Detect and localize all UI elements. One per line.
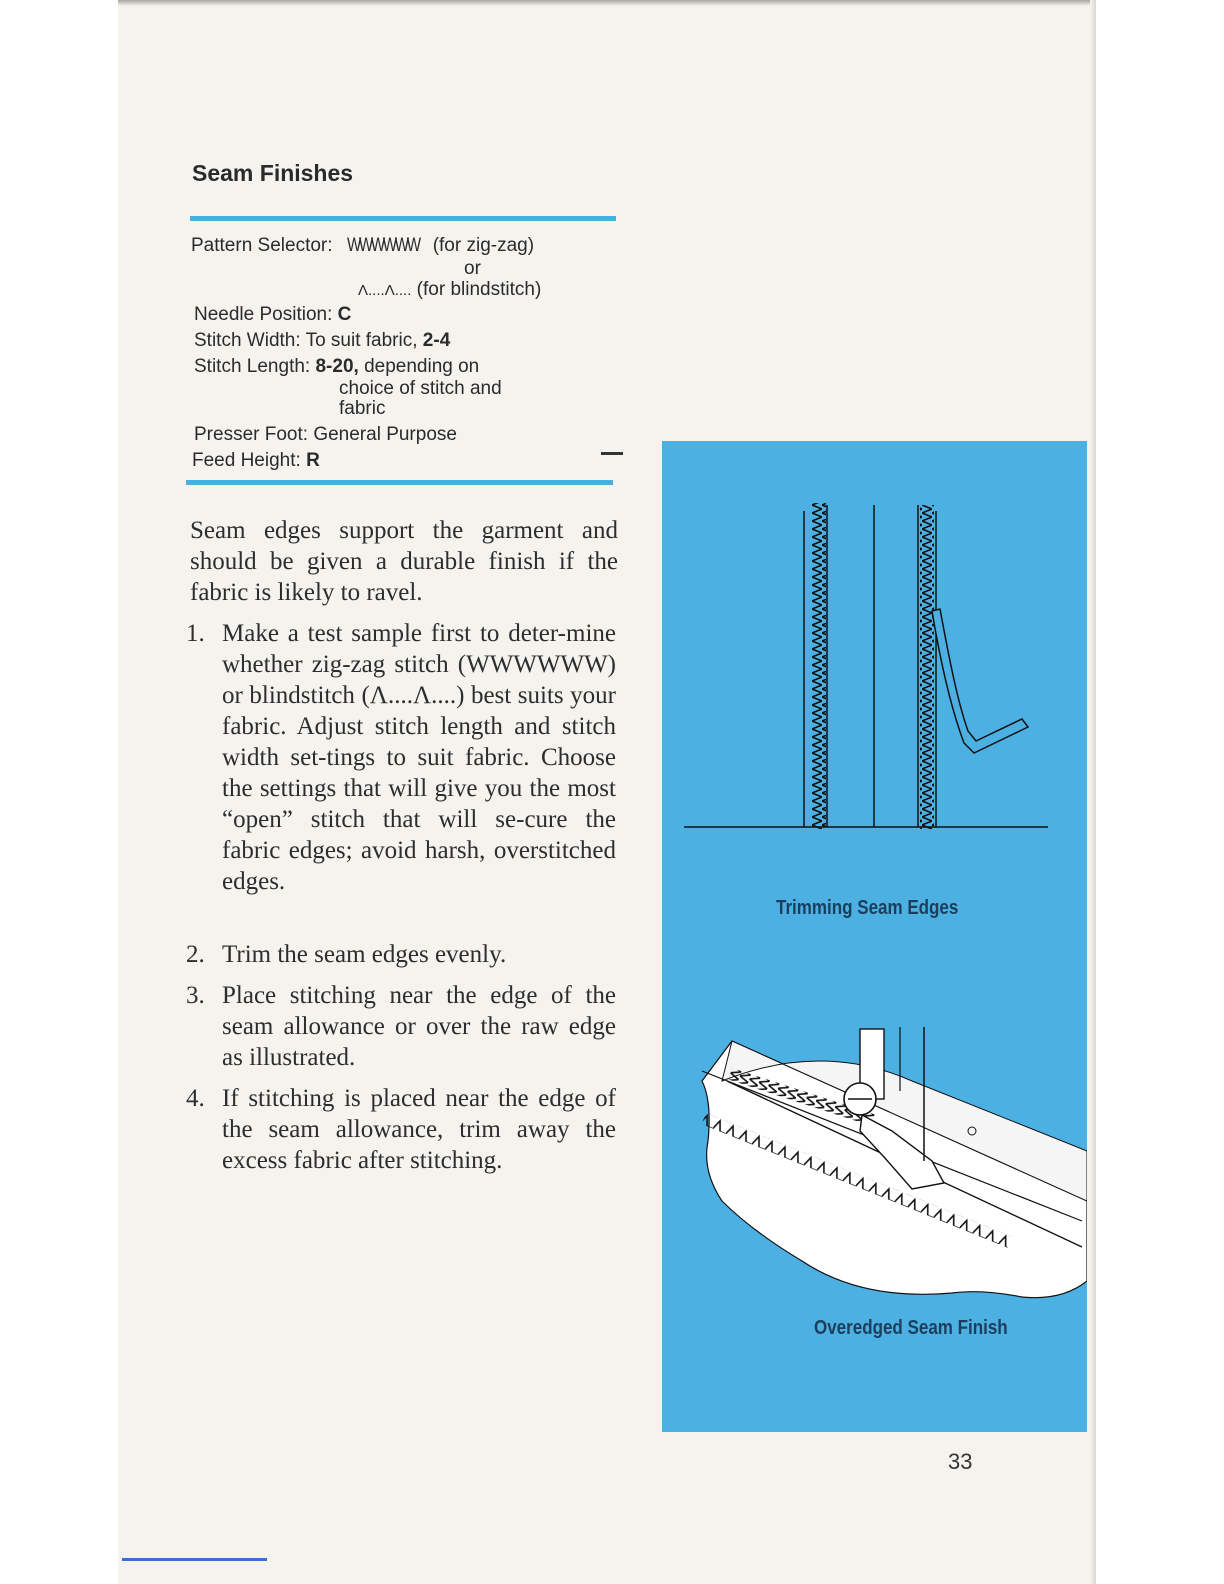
step-number: 2. (186, 941, 205, 968)
figure-1-background (682, 441, 1082, 881)
pattern-selector-line (191, 235, 534, 257)
trimming-seam-edges-figure (682, 441, 1082, 881)
settings-top-rule (190, 216, 616, 221)
settings-bottom-rule (186, 480, 613, 485)
figure-1-caption: Trimming Seam Edges (776, 897, 959, 919)
blindstitch-line (358, 279, 541, 302)
stitch-width-label: Stitch Width: To suit fabric, (194, 330, 418, 351)
needle-position-label: Needle Position: (194, 304, 333, 325)
zigzag-stitch-left (812, 503, 826, 829)
zigzag-symbol: WWWWWW (346, 235, 419, 256)
step-text: If stitching is placed near the edge of the seam allowance, trim away the excess fabric after stitching. (222, 1085, 616, 1174)
illustration-panel (662, 441, 1087, 1432)
section-title: Seam Finishes (192, 160, 354, 186)
figure-2-caption: Overedged Seam Finish (814, 1317, 1008, 1339)
page-bottom-mark (122, 1558, 267, 1561)
pattern-or: or (464, 258, 481, 279)
margin-dash-mark (601, 452, 623, 455)
stitch-width (194, 330, 450, 352)
step-number: 1. (186, 620, 205, 647)
step-text: Trim the seam edges evenly. (222, 941, 507, 968)
stitch-width-value: 2-4 (422, 330, 451, 351)
step-text: Make a test sample first to deter-mine whether zig-zag stitch (WWWWWW) or blindstitch (Λ....Λ....) best suits your fabric. Adjust stitch length and stitch width set-tings to suit fabric. Choose the settings that will give you the most “open” stitch that will se-cure the fabric edges; avoid harsh, overstitched edges. (222, 620, 616, 895)
presser-foot: Presser Foot: General Purpose (194, 424, 457, 445)
feed-height-label: Feed Height: (192, 450, 301, 471)
stitch-length (194, 356, 479, 378)
blindstitch-symbol: Λ....Λ.... (358, 282, 412, 299)
zigzag-note: (for zig-zag) (432, 235, 535, 256)
zigzag-stitch-right (920, 505, 934, 829)
page-number: 33 (948, 1449, 973, 1474)
needle-position-value: C (337, 304, 352, 325)
overedged-seam-finish-figure (702, 1027, 1087, 1298)
stitch-length-value: 8-20, (315, 356, 359, 377)
step-number: 3. (186, 982, 205, 1009)
illustration-svg (662, 441, 1087, 1432)
step-number: 4. (186, 1085, 205, 1112)
stitch-length-note-3: fabric (339, 398, 386, 419)
step-text: Place stitching near the edge of the seam allowance or over the raw edge as illustrated. (222, 982, 616, 1071)
feed-height-value: R (306, 450, 320, 471)
stitch-length-label: Stitch Length: (194, 356, 311, 377)
stitch-length-note-1: depending on (364, 356, 480, 377)
page-right-edge (1090, 0, 1096, 1584)
feed-height (192, 450, 320, 472)
blindstitch-note: (for blindstitch) (416, 279, 542, 300)
stitch-length-note-2: choice of stitch and (339, 378, 502, 399)
pattern-selector-label: Pattern Selector: (191, 235, 333, 256)
intro-paragraph: Seam edges support the garment and should be given a durable finish if the fabric is likely to ravel. (190, 517, 618, 606)
page-top-edge (118, 0, 1096, 6)
needle-position (194, 304, 351, 326)
